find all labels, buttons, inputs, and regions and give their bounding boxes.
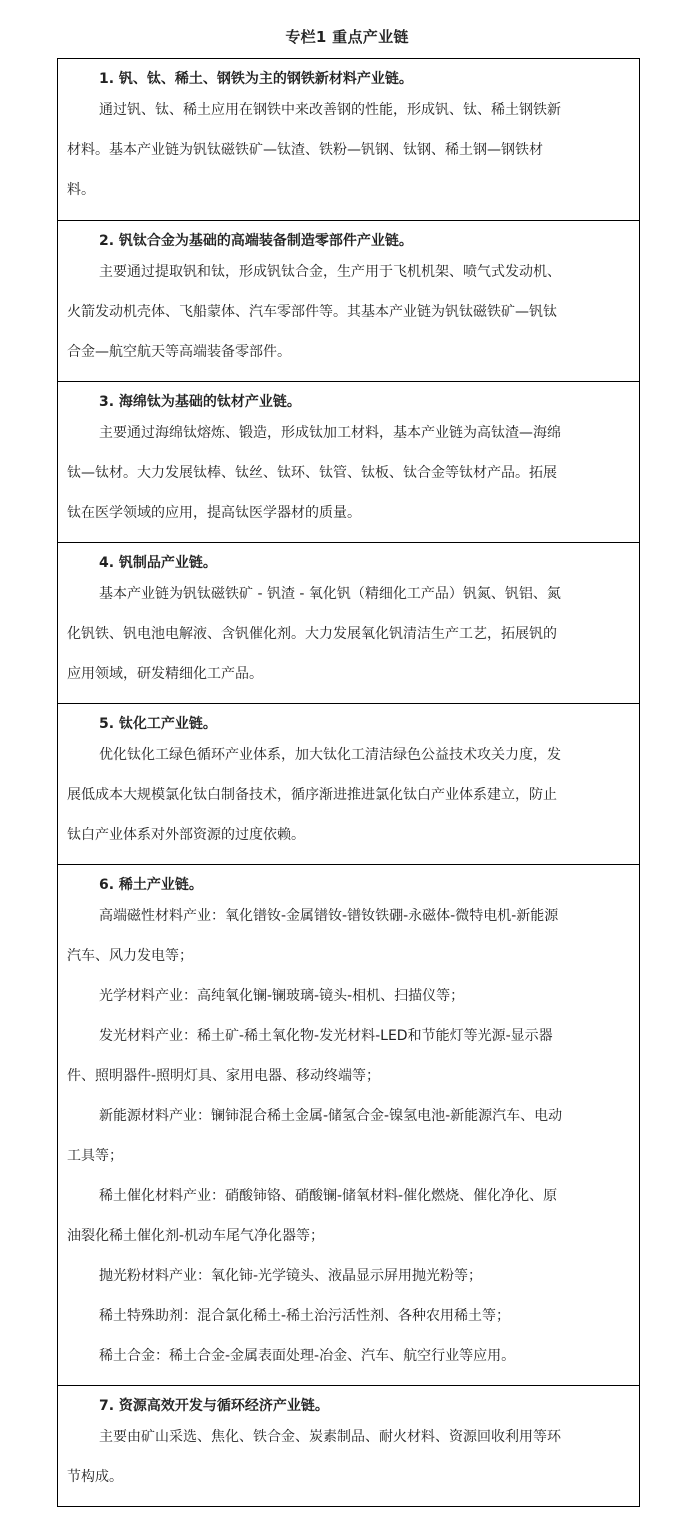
section-line: 光学材料产业：高纯氧化镧-镧玻璃-镜头-相机、扫描仪等； [99,988,465,1004]
section-line: 稀土特殊助剂：混合氯化稀土-稀土治污活性剂、各种农用稀土等； [99,1308,511,1324]
section-line: 合金—航空航天等高端装备零部件。 [67,344,291,360]
content-table [57,58,640,1507]
section-line: 料。 [67,182,95,198]
section-line: 发光材料产业：稀土矿-稀土氧化物-发光材料-LED和节能灯等光源-显示器 [99,1028,553,1044]
section-line: 抛光粉材料产业：氧化铈-光学镜头、液晶显示屏用抛光粉等； [99,1268,483,1284]
section-line: 基本产业链为钒钛磁铁矿 - 钒渣 - 氧化钒（精细化工产品）钒氮、钒铝、氮 [99,586,561,602]
section-title: 5. 钛化工产业链。 [99,716,217,732]
section-line: 钛在医学领域的应用，提高钛医学器材的质量。 [67,505,361,521]
section-title: 4. 钒制品产业链。 [99,555,217,571]
section-line: 稀土合金：稀土合金-金属表面处理-冶金、汽车、航空行业等应用。 [99,1348,516,1364]
section-title: 6. 稀土产业链。 [99,877,203,893]
table-section-2 [58,221,639,382]
table-section-5 [58,704,639,865]
section-line: 汽车、风力发电等； [67,948,193,964]
section-line: 通过钒、钛、稀土应用在钢铁中来改善钢的性能，形成钒、钛、稀土钢铁新 [99,102,561,118]
section-line: 应用领域，研发精细化工产品。 [67,666,263,682]
page-title: 专栏1 重点产业链 [285,28,409,46]
section-line: 主要通过海绵钛熔炼、锻造，形成钛加工材料，基本产业链为高钛渣—海绵 [99,425,561,441]
section-title: 3. 海绵钛为基础的钛材产业链。 [99,394,301,410]
section-line: 主要由矿山采选、焦化、铁合金、炭素制品、耐火材料、资源回收利用等环 [99,1429,561,1445]
section-line: 件、照明器件-照明灯具、家用电器、移动终端等； [67,1068,381,1084]
section-line: 节构成。 [67,1469,123,1485]
section-line: 钛—钛材。大力发展钛棒、钛丝、钛环、钛管、钛板、钛合金等钛材产品。拓展 [67,465,557,481]
table-section-1 [58,59,639,221]
section-title: 7. 资源高效开发与循环经济产业链。 [99,1398,329,1414]
section-line: 油裂化稀土催化剂-机动车尾气净化器等； [67,1228,325,1244]
section-line: 主要通过提取钒和钛，形成钒钛合金，生产用于飞机机架、喷气式发动机、 [99,264,561,280]
section-line: 材料。基本产业链为钒钛磁铁矿—钛渣、铁粉—钒钢、钛钢、稀土钢—钢铁材 [67,142,543,158]
table-section-6 [58,865,639,1386]
section-line: 新能源材料产业：镧铈混合稀土金属-储氢合金-镍氢电池-新能源汽车、电动 [99,1108,563,1124]
table-section-4 [58,543,639,704]
section-line: 高端磁性材料产业：氧化镨钕-金属镨钕-镨钕铁硼-永磁体-微特电机-新能源 [99,908,559,924]
section-title: 2. 钒钛合金为基础的高端装备制造零部件产业链。 [99,233,413,249]
section-line: 稀土催化材料产业：硝酸铈铬、硝酸镧-储氧材料-催化燃烧、催化净化、原 [99,1188,558,1204]
table-section-3 [58,382,639,543]
section-line: 火箭发动机壳体、飞船蒙体、汽车零部件等。其基本产业链为钒钛磁铁矿—钒钛 [67,304,557,320]
section-line: 工具等； [67,1148,123,1164]
section-title: 1. 钒、钛、稀土、钢铁为主的钢铁新材料产业链。 [99,71,413,87]
section-line: 优化钛化工绿色循环产业体系，加大钛化工清洁绿色公益技术攻关力度，发 [99,747,561,763]
section-line: 钛白产业体系对外部资源的过度依赖。 [67,827,305,843]
section-line: 展低成本大规模氯化钛白制备技术，循序渐进推进氯化钛白产业体系建立，防止 [67,787,557,803]
table-section-7 [58,1386,639,1506]
section-line: 化钒铁、钒电池电解液、含钒催化剂。大力发展氧化钒清洁生产工艺，拓展钒的 [67,626,557,642]
